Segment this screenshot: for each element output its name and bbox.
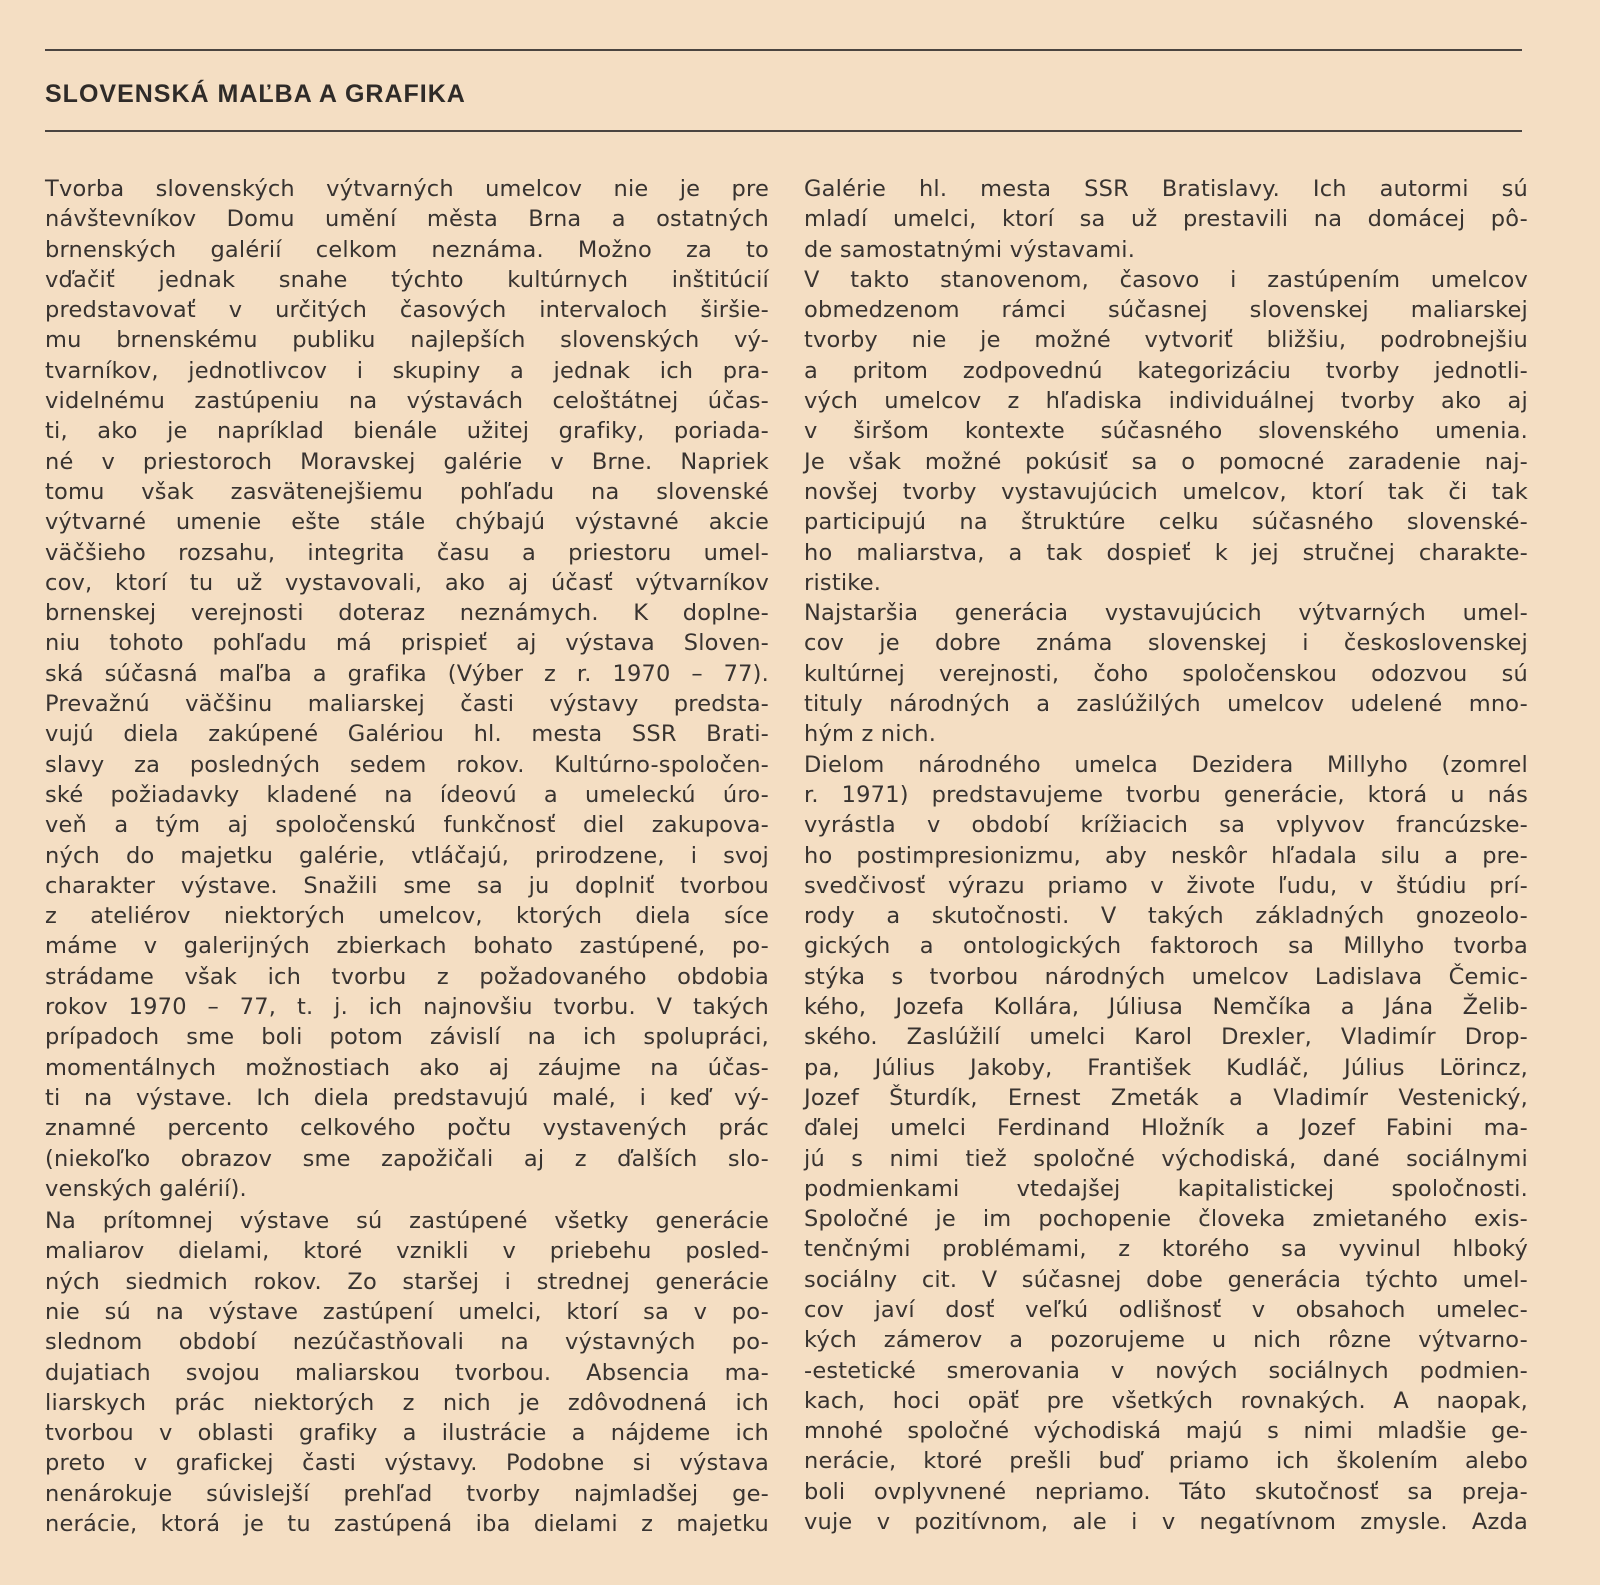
text-line: rody a skutočnosti. V takých základných gnozeolo- [804,903,1528,930]
text-line: niu tohoto pohľadu má prispieť aj výstava Sloven- [45,630,769,657]
text-line: kého, Jozefa Kollára, Júliusa Nemčíka a Jána Želib- [804,994,1528,1021]
text-line: boli ovplyvnené nepriamo. Táto skutočnosť sa preja- [804,1478,1528,1505]
text-line: kultúrnej verejnosti, čoho spoločenskou odozvou sú [804,660,1528,687]
text-line: cov, ktorí tu už vystavovali, ako aj účasť výtvarníkov [45,569,769,596]
text-line: predstavovať v určitých časových intervaloch širšie- [45,297,769,324]
text-line: nenárokuje súvislejší prehľad tvorby najmladšej ge- [45,1480,769,1507]
text-line: podmienkami vtedajšej kapitalistickej spoločnosti. [804,1175,1528,1202]
text-line: vujú diela zakúpené Galériou hl. mesta SSR Brati- [45,721,769,748]
text-line: prípadoch sme boli potom závislí na ich spolupráci, [45,1024,769,1051]
text-line: ných do majetku galérie, vtláčajú, prirodzene, i svoj [45,842,769,869]
text-line: jú s nimi tiež spoločné východiská, dané sociálnymi [804,1145,1528,1172]
text-line: charakter výstave. Snažili sme sa ju doplniť tvorbou [45,872,769,899]
text-line: Najstaršia generácia vystavujúcich výtvarných umel- [804,600,1528,627]
text-line: Dielom národného umelca Dezidera Millyho (zomrel [804,751,1528,778]
text-line: slednom období nezúčastňovali na výstavných po- [45,1329,769,1356]
text-line: ti, ako je napríklad bienále užitej grafiky, poriada- [45,418,769,445]
text-line: ných siedmich rokov. Zo staršej i strednej generácie [45,1268,769,1295]
text-line: slavy za posledných sedem rokov. Kultúrno-spoločen- [45,751,769,778]
text-line: brnenských galérií celkom neznáma. Možno za to [45,236,769,263]
text-line: ho maliarstva, a tak dospieť k jej stručnej charakte- [804,539,1528,566]
text-line: nie sú na výstave zastúpení umelci, ktorí sa v po- [45,1298,769,1325]
top-rule [45,49,1522,51]
text-line: dujatiach svojou maliarskou tvorbou. Absencia ma- [45,1359,769,1386]
text-line: výtvarné umenie ešte stále chýbajú výstavné akcie [45,509,769,536]
text-line: máme v galerijných zbierkach bohato zastúpené, po- [45,933,769,960]
text-line: kých zámerov a pozorujeme u nich rôzne výtvarno- [804,1327,1528,1354]
text-line: mnohé spoločné východiská majú s nimi mladšie ge- [804,1418,1528,1445]
text-line: hým z nich. [804,721,937,748]
text-line: nerácie, ktorá je tu zastúpená iba dielami z majetku [45,1511,769,1538]
text-line: momentálnych možnostiach ako aj záujme na účas- [45,1054,769,1081]
text-line: veň a tým aj spoločenskú funkčnosť diel zakupova- [45,812,769,839]
text-line: de samostatnými výstavami. [804,236,1136,263]
text-line: stýka s tvorbou národných umelcov Ladislava Čemic- [804,963,1528,990]
text-line: svedčivosť výrazu priamo v živote ľudu, v štúdiu prí- [804,872,1528,899]
text-line: Prevažnú väčšinu maliarskej časti výstavy predsta- [45,691,769,718]
text-line: venských galérií). [45,1175,247,1202]
text-line: novšej tvorby vystavujúcich umelcov, ktorí tak či tak [804,478,1528,505]
text-line: mu brnenskému publiku najlepších slovenských vý- [45,327,769,354]
text-line: návštevníkov Domu umění města Brna a ostatných [45,206,769,233]
text-line: kach, hoci opäť pre všetkých rovnakých. A naopak, [804,1387,1528,1414]
text-line: rokov 1970 – 77, t. j. ich najnovšiu tvorbu. V takých [45,994,769,1021]
text-line: Galérie hl. mesta SSR Bratislavy. Ich autormi sú [804,176,1528,202]
text-line: r. 1971) predstavujeme tvorbu generácie, ktorá u nás [804,781,1528,808]
text-line: znamné percento celkového počtu vystavených prác [45,1115,769,1142]
text-line: ské požiadavky kladené na ídeovú a umeleckú úro- [45,781,769,808]
text-line: tomu však zasvätenejšiemu pohľadu na slovenské [45,478,769,505]
text-column-left [45,174,769,1539]
text-line: v širšom kontexte súčasného slovenského umenia. [804,418,1528,445]
text-line: cov je dobre známa slovenskej i československej [804,630,1528,657]
text-line: -estetické smerovania v nových sociálnych podmien- [804,1357,1528,1384]
text-line: tituly národných a zaslúžilých umelcov udelené mno- [804,691,1528,718]
text-line: liarskych prác niektorých z nich je zdôvodnená ich [45,1389,769,1416]
text-line: tenčnými problémami, z ktorého sa vyvinul hlboký [804,1236,1528,1263]
text-line: vuje v pozitívnom, ale i v negatívnom zmysle. Azda [804,1509,1528,1536]
text-line: ská súčasná maľba a grafika (Výber z r. 1970 – 77). [45,660,769,687]
text-line: a pritom zodpovednú kategorizáciu tvorby jednotli- [804,357,1528,384]
text-line: Na prítomnej výstave sú zastúpené všetky generácie [45,1208,769,1235]
text-line: (niekoľko obrazov sme zapožičali aj z ďalších slo- [45,1145,769,1172]
text-line: ďalej umelci Ferdinand Hložník a Jozef Fabini ma- [804,1115,1528,1142]
article-title: SLOVENSKÁ MAĽBA A GRAFIKA [45,80,466,108]
text-line: mladí umelci, ktorí sa už prestavili na domácej pô- [804,206,1528,233]
text-line: participujú na štruktúre celku súčasného slovenské- [804,509,1528,536]
text-line: tvorbou v oblasti grafiky a ilustrácie a nájdeme ich [45,1420,769,1447]
text-line: pa, Július Jakoby, František Kudláč, Július Lörincz, [804,1054,1528,1081]
text-line: né v priestoroch Moravskej galérie v Brne. Napriek [45,448,769,475]
text-line: strádame však ich tvorbu z požadovaného obdobia [45,963,769,990]
text-line: ského. Zaslúžilí umelci Karol Drexler, Vladimír Drop- [804,1024,1528,1051]
text-line: videlnému zastúpeniu na výstavách celoštátnej účas- [45,388,769,415]
text-line: preto v grafickej časti výstavy. Podobne si výstava [45,1450,769,1477]
text-line: cov javí dosť veľkú odlišnosť v obsahoch umelec- [804,1296,1528,1323]
text-line: gických a ontologických faktoroch sa Millyho tvorba [804,933,1528,960]
text-line: Je však možné pokúsiť sa o pomocné zaradenie naj- [804,448,1528,475]
text-line: vďačiť jednak snahe týchto kultúrnych inštitúcií [45,266,769,293]
text-line: ristike. [804,569,882,596]
text-line: maliarov dielami, ktoré vznikli v priebehu posled- [45,1238,769,1265]
text-line: brnenskej verejnosti doteraz neznámych. K doplne- [45,600,769,627]
text-line: ti na výstave. Ich diela predstavujú malé, i keď vý- [45,1084,769,1111]
text-line: vých umelcov z hľadiska individuálnej tvorby ako aj [804,388,1528,415]
text-line: nerácie, ktoré prešli buď priamo ich školením alebo [804,1448,1528,1475]
text-line: V takto stanovenom, časovo i zastúpením umelcov [804,266,1528,293]
text-column-right [804,174,1528,1537]
text-line: ho postimpresionizmu, aby neskôr hľadala silu a pre- [804,842,1528,869]
text-line: Jozef Šturdík, Ernest Zmeták a Vladimír Vestenický, [804,1084,1528,1111]
text-line: vyrástla v období krížiacich sa vplyvov francúzske- [804,812,1528,839]
text-line: väčšieho rozsahu, integrita času a priestoru umel- [45,539,769,566]
text-line: obmedzenom rámci súčasnej slovenskej maliarskej [804,297,1528,324]
text-line: tvorby nie je možné vytvoriť bližšiu, podrobnejšiu [804,327,1528,354]
text-line: sociálny cit. V súčasnej dobe generácia týchto umel- [804,1266,1528,1293]
text-line: tvarníkov, jednotlivcov i skupiny a jednak ich pra- [45,357,769,384]
text-line: Spoločné je im pochopenie človeka zmietaného exis- [804,1206,1528,1233]
text-line: z ateliérov niektorých umelcov, ktorých diela síce [45,903,769,930]
title-underline-rule [45,130,1522,132]
text-line: Tvorba slovenských výtvarných umelcov nie je pre [45,176,769,202]
